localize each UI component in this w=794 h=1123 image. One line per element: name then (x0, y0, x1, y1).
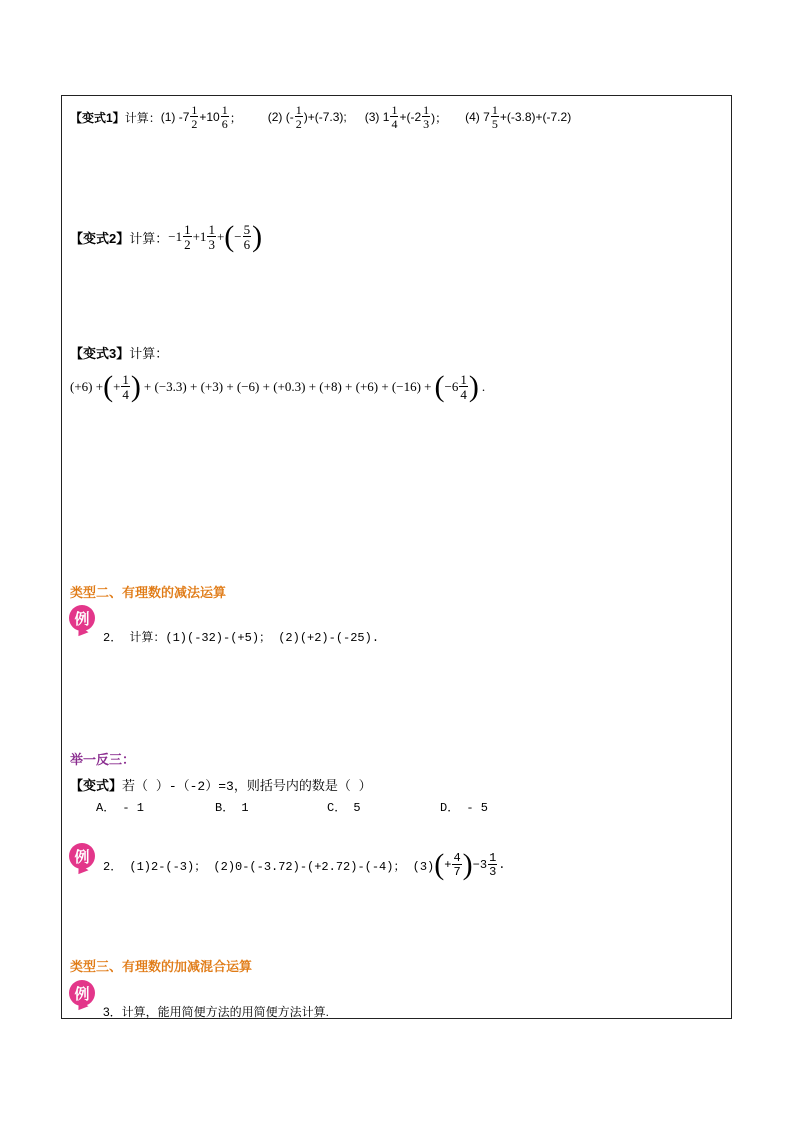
right-paren: ) (252, 220, 263, 253)
right-paren: ) (462, 848, 473, 881)
option-a: A． - 1 (96, 801, 145, 815)
fraction-denominator: 2 (295, 117, 302, 131)
left-paren: ( (103, 370, 114, 403)
fraction-numerator: 1 (191, 103, 198, 117)
v1-p3-pre: (3) 1 (364, 110, 390, 124)
fraction-numerator: 1 (295, 103, 302, 117)
variant-3-label: 【变式3】 (70, 346, 130, 361)
variant-2-calc: 计算： (129, 230, 169, 246)
ex2-plus: + (444, 858, 452, 872)
v3-whole: −6 (444, 379, 459, 394)
variant-3-calc: 计算： (129, 346, 169, 361)
variant-1-calc: 计算： (124, 110, 161, 125)
fraction-numerator: 1 (221, 103, 228, 117)
fraction-denominator: 3 (489, 865, 497, 879)
right-paren: ) (130, 370, 141, 403)
example-2-text: 2． (1)2-(-3)； (2)0-(-3.72)-(+2.72)-(-4)； (3) (103, 859, 435, 874)
example-icon: 例 (69, 980, 95, 1006)
option-b: B． 1 (215, 801, 249, 815)
fraction-denominator: 3 (208, 237, 215, 252)
v1-p3-end: )； (431, 110, 448, 125)
variant-1-label: 【变式1】 (70, 110, 125, 125)
jyfs-question (70, 775, 372, 794)
fraction-numerator: 1 (460, 372, 467, 387)
v1-p1-pre: (1) -7 (160, 110, 190, 124)
fraction-denominator: 6 (243, 237, 251, 252)
v2-plus: + (216, 229, 225, 244)
v1-p4-end: +(-3.8)+(-7.2) (499, 110, 572, 124)
fraction-numerator: 1 (391, 103, 398, 117)
v3-term-2: + (−3.3) + (+3) + (−6) + (+0.3) + (+8) + (+6) + (−16) + (143, 379, 432, 394)
fraction-numerator: 1 (491, 103, 498, 117)
fraction-denominator: 4 (391, 117, 398, 131)
fraction-denominator: 2 (191, 117, 198, 131)
right-paren: ) (468, 370, 479, 403)
example-icon: 例 (69, 605, 95, 631)
example-icon: 例 (69, 843, 95, 869)
variant-3-expression (70, 372, 485, 402)
v1-p1-mid: +10 (199, 110, 220, 124)
fraction-numerator: 1 (122, 372, 129, 387)
type-3-heading: 类型三、有理数的加减混合运算 (70, 959, 253, 974)
fraction-denominator: 2 (184, 237, 191, 252)
v3-plus: + (113, 379, 121, 394)
left-paren: ( (224, 220, 235, 253)
variant-1 (70, 104, 571, 130)
v1-p1-end: ； (229, 110, 242, 125)
v1-p2-end: )+(-7.3); (303, 110, 347, 124)
fraction-denominator: 4 (122, 387, 129, 402)
fraction-numerator: 5 (243, 222, 251, 237)
jyfs-label: 【变式】 (70, 778, 123, 793)
v3-period: . (481, 379, 486, 394)
example-2-question (103, 850, 505, 880)
fraction-denominator: 6 (221, 117, 228, 131)
type-2-question: 2． 计算：(1)(-32)-(+5)； (2)(+2)-(-25). (103, 631, 380, 645)
fraction-numerator: 4 (453, 851, 461, 865)
fraction-numerator: 1 (208, 222, 215, 237)
option-c: C． 5 (327, 801, 361, 815)
type-3-question: 3．计算，能用简便方法的用简便方法计算. (103, 1005, 330, 1019)
variant-2 (70, 222, 262, 252)
v2-term-a: −1 (168, 229, 183, 244)
fraction-numerator: 1 (489, 851, 497, 865)
v2-minus: − (234, 229, 242, 244)
left-paren: ( (434, 370, 445, 403)
variant-3-heading (70, 343, 168, 362)
v2-term-b: +1 (192, 229, 207, 244)
v1-p2-pre: (2) (- (267, 110, 294, 124)
ex2-period: . (498, 858, 506, 872)
type-2-heading: 类型二、有理数的减法运算 (70, 585, 227, 600)
v1-p4-pre: (4) 7 (465, 110, 490, 124)
fraction-numerator: 1 (423, 103, 430, 117)
jyfs-text: 若（ ）-（-2）=3，则括号内的数是（ ） (122, 779, 372, 794)
fraction-numerator: 1 (184, 222, 191, 237)
fraction-denominator: 5 (491, 117, 498, 131)
fraction-denominator: 4 (460, 387, 467, 402)
ex2-whole: −3 (472, 858, 488, 872)
variant-2-label: 【变式2】 (70, 230, 130, 246)
v3-term-1: (+6) + (70, 379, 104, 394)
fraction-denominator: 7 (453, 865, 461, 879)
fraction-denominator: 3 (423, 117, 430, 131)
left-paren: ( (434, 848, 445, 881)
option-d: D． - 5 (440, 801, 489, 815)
jyfs-heading: 举一反三： (70, 752, 136, 767)
v1-p3-mid: +(-2 (399, 110, 422, 124)
